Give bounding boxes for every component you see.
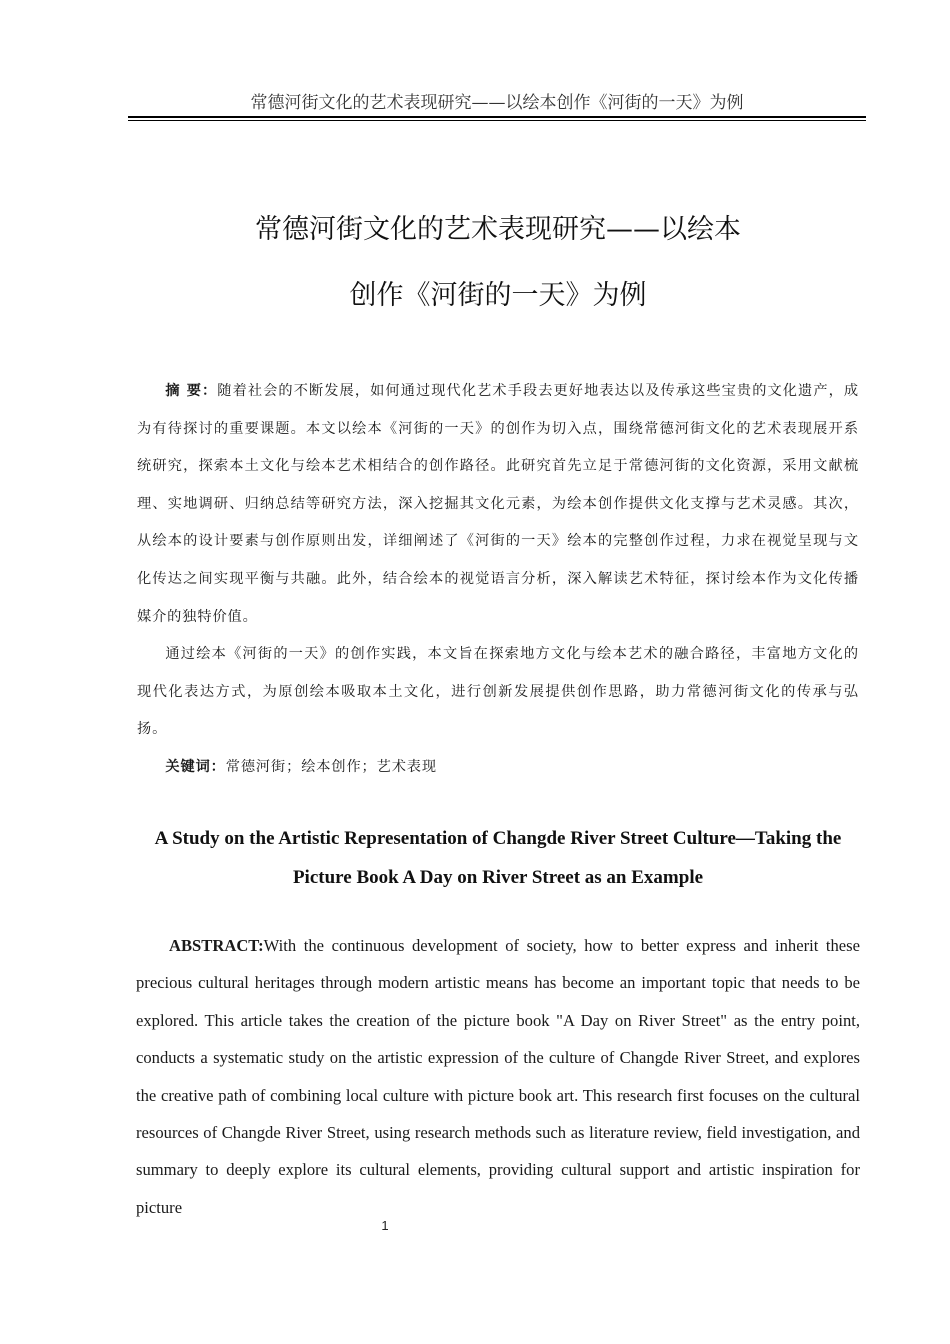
abstract-text-cn-1: 随着社会的不断发展，如何通过现代化艺术手段去更好地表达以及传承这些宝贵的文化遗产，成为有待探讨的重要课题。本文以绘本《河街的一天》的创作为切入点，围绕常德河街文化的艺术表现展开系统研究，探索本土文化与绘本艺术相结合的创作路径。此研究首先立足于常德河街的文化资源，采用文献梳理、实地调研、归纳总结等研究方法，深入挖掘其文化元素，为绘本创作提供文化支撑与艺术灵感。其次，从绘本的设计要素与创作原则出发，详细阐述了《河街的一天》绘本的完整创作过程，力求在视觉呈现与文化传达之间实现平衡与共融。此外，结合绘本的视觉语言分析，深入解读艺术特征，探讨绘本作为文化传播媒介的独特价值。 xyxy=(137,383,859,625)
abstract-label-cn: 摘 要： xyxy=(165,383,218,399)
abstract-text-en: With the continuous development of society, how to better express and inherit these precious cultural heritages through modern artistic means has become an important topic that needs to be explored. This article takes the creation of the picture book "A Day on River Street" as the entry point, conducts a systematic study on the artistic expression of the culture of Changde River Street, and explores the creative path of combining local culture with picture book art. This research first focuses on the cultural resources of Changde River Street, using research methods such as literature review, field investigation, and summary to deeply explore its cultural elements, providing cultural support and artistic inspiration for picture xyxy=(136,936,860,1217)
keywords-text: 常德河街；绘本创作；艺术表现 xyxy=(225,758,437,775)
english-title-line-2: Picture Book A Day on River Street as an Example xyxy=(292,867,704,888)
abstract-label-en: ABSTRACT: xyxy=(169,936,264,955)
keywords-label: 关键词： xyxy=(165,758,226,775)
chinese-abstract xyxy=(137,373,859,787)
chinese-abstract-paragraph-2: 通过绘本《河街的一天》的创作实践，本文旨在探索地方文化与绘本艺术的融合路径，丰富地方文化的现代化表达方式，为原创绘本吸取本土文化，进行创新发展提供创作思路，助力常德河街文化的传承与弘扬。 xyxy=(137,646,859,738)
chinese-title-line-1: 常德河街文化的艺术表现研究——以绘本 xyxy=(255,214,741,245)
keywords-line xyxy=(137,749,859,787)
chinese-title-line-2: 创作《河街的一天》为例 xyxy=(349,280,647,311)
english-title-line-1: A Study on the Artistic Representation of Changde River Street Culture—Taking the xyxy=(154,828,842,849)
running-header: 常德河街文化的艺术表现研究——以绘本创作《河街的一天》为例 xyxy=(250,93,744,113)
english-abstract xyxy=(136,927,860,1226)
english-abstract-paragraph xyxy=(136,927,860,1226)
header-rule-thin xyxy=(128,120,866,121)
chinese-abstract-paragraph-1 xyxy=(137,373,859,636)
header-rule xyxy=(128,116,866,118)
page-number: 1 xyxy=(381,1218,389,1233)
